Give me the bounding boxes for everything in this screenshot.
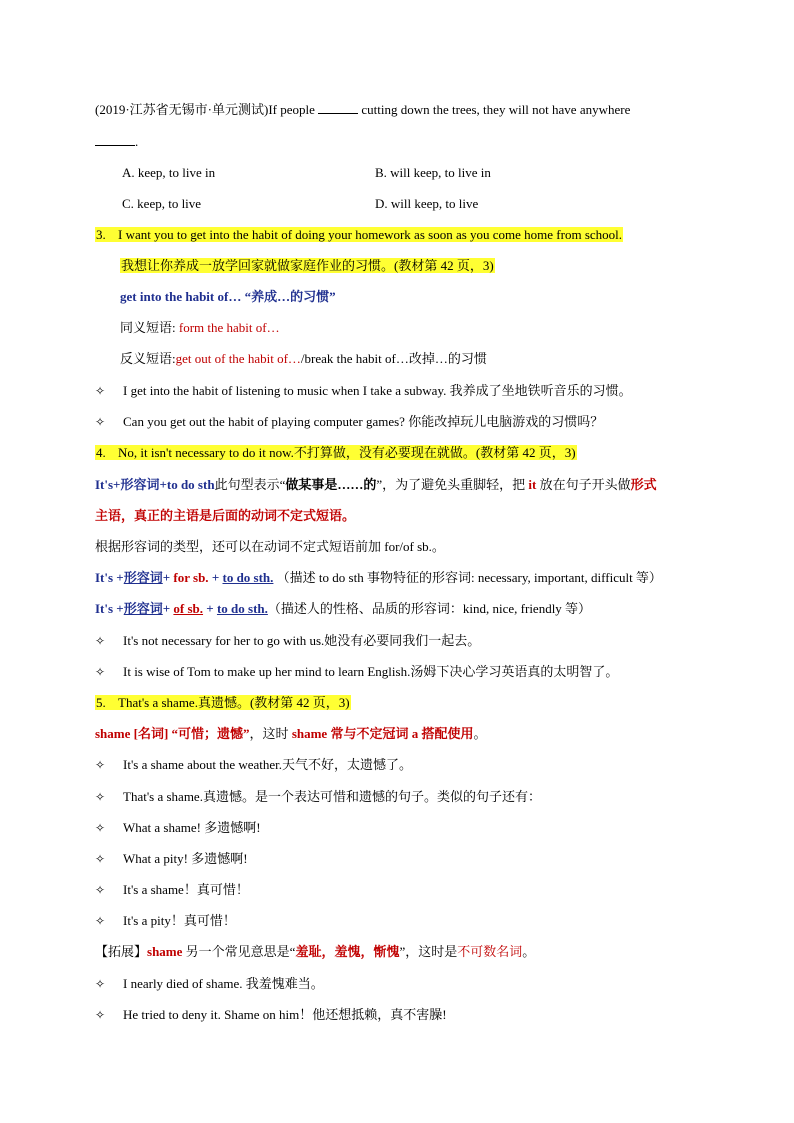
diamond-bullet-icon: ✧: [95, 384, 106, 398]
diamond-bullet-icon: ✧: [95, 977, 106, 991]
diamond-bullet-icon: ✧: [95, 883, 106, 897]
question-source: (2019·江苏省无锡市·单元测试): [95, 102, 269, 117]
example-sentence: ✧ What a shame! 多遗憾啊!: [95, 820, 261, 835]
example-sentence: ✧ It's a shame about the weather.天气不好，太遗憾了。: [95, 757, 413, 772]
option-a: A. keep, to live in: [122, 165, 216, 180]
option-c: C. keep, to live: [122, 196, 202, 211]
item4-explanation-cont: 主语，真正的主语是后面的动词不定式短语。: [95, 508, 356, 523]
diamond-bullet-icon: ✧: [95, 415, 106, 429]
item4-pattern-of: It's +形容词+ of sb. + to do sth.（描述人的性格、品质的形容词：kind, nice, friendly 等）: [95, 601, 592, 616]
example-sentence: ✧ That's a shame.真遗憾。是一个表达可惜和遗憾的句子。类似的句子还有：: [95, 789, 541, 804]
question-stem: (2019·江苏省无锡市·单元测试)If people cutting down the trees, they will not have anywhere: [95, 102, 631, 117]
diamond-bullet-icon: ✧: [95, 790, 106, 804]
example-sentence: ✧ It is wise of Tom to make up her mind to learn English.汤姆下决心学习英语真的太明智了。: [95, 664, 619, 679]
question-stem-end: .: [95, 133, 138, 151]
item5-definition: shame [名词] “可惜；遗憾”，这时 shame 常与不定冠词 a 搭配使用。: [95, 726, 487, 741]
answer-blank: [95, 134, 135, 146]
diamond-bullet-icon: ✧: [95, 821, 106, 835]
item3-phrase: get into the habit of… “养成…的习惯”: [120, 289, 336, 304]
diamond-bullet-icon: ✧: [95, 634, 106, 648]
option-b: B. will keep, to live in: [375, 165, 491, 180]
item4-heading: 4. No, it isn't necessary to do it now.不打算做，没有必要现在就做。(教材第 42 页，3): [96, 445, 576, 460]
item5-heading: 5. That's a shame.真遗憾。(教材第 42 页，3): [96, 695, 350, 710]
item4-explanation: It's+形容词+to do sth此句型表示“做某事是……的”，为了避免头重脚轻，把 it 放在句子开头做形式: [95, 477, 657, 492]
example-sentence: ✧ It's not necessary for her to go with us.她没有必要同我们一起去。: [95, 633, 481, 648]
diamond-bullet-icon: ✧: [95, 1008, 106, 1022]
diamond-bullet-icon: ✧: [95, 665, 106, 679]
item3-heading: 3. I want you to get into the habit of doing your homework as soon as you come home from school.: [96, 227, 623, 242]
option-d: D. will keep, to live: [375, 196, 479, 211]
answer-blank: [318, 102, 358, 114]
example-sentence: ✧ What a pity! 多遗憾啊!: [95, 851, 248, 866]
item4-pattern-for: It's +形容词+ for sb. + to do sth. （描述 to do sth 事物特征的形容词: necessary, important, difficult 等）: [95, 570, 662, 585]
example-sentence: ✧ I nearly died of shame. 我羞愧难当。: [95, 976, 324, 991]
diamond-bullet-icon: ✧: [95, 758, 106, 772]
item5-extension: 【拓展】shame 另一个常见意思是“羞耻，羞愧，惭愧”，这时是不可数名词。: [95, 944, 536, 959]
item3-translation: 我想让你养成一放学回家就做家庭作业的习惯。(教材第 42 页，3): [121, 258, 494, 273]
diamond-bullet-icon: ✧: [95, 914, 106, 928]
example-sentence: ✧ It's a shame！真可惜！: [95, 882, 249, 897]
item4-note: 根据形容词的类型，还可以在动词不定式短语前加 for/of sb.。: [95, 539, 445, 554]
item3-antonym: 反义短语:get out of the habit of…/break the habit of…改掉…的习惯: [120, 351, 487, 366]
example-sentence: ✧ He tried to deny it. Shame on him！他还想抵赖，真不害臊!: [95, 1007, 447, 1022]
example-sentence: ✧ Can you get out the habit of playing computer games? 你能改掉玩儿电脑游戏的习惯吗？: [95, 414, 604, 429]
diamond-bullet-icon: ✧: [95, 852, 106, 866]
example-sentence: ✧ It's a pity！真可惜！: [95, 913, 236, 928]
example-sentence: ✧ I get into the habit of listening to music when I take a subway. 我养成了坐地铁听音乐的习惯。: [95, 383, 632, 398]
item3-synonym: 同义短语: form the habit of…: [120, 320, 280, 335]
